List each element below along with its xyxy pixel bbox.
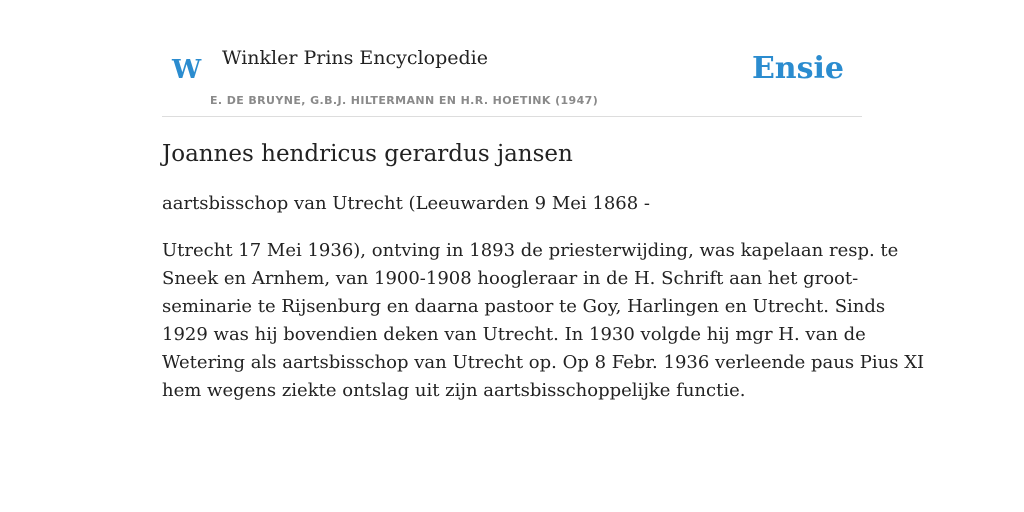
entry-lead: aartsbisschop van Utrecht (Leeuwarden 9 Mei 1868 -	[162, 193, 651, 214]
entry-body-line: 1929 was hij bovendien deken van Utrecht. In 1930 volgde hij mgr H. van de	[162, 324, 866, 345]
entry-content	[162, 138, 925, 405]
source-title-link[interactable]: Winkler Prins Encyclopedie	[222, 47, 488, 69]
entry-body-line: seminarie te Rijsenburg en daarna pastoor te Goy, Harlingen en Utrecht. Sinds	[162, 296, 886, 317]
entry-title: Joannes hendricus gerardus jansen	[162, 141, 573, 167]
winkler-prins-logo-icon[interactable]: W	[172, 55, 202, 85]
entry-body-line: Sneek en Arnhem, van 1900-1908 hoogleraar in de H. Schrift aan het groot-	[162, 268, 859, 289]
source-header	[162, 38, 862, 117]
entry-body	[162, 237, 925, 405]
ensie-brand-logo[interactable]: Ensie	[751, 51, 844, 86]
entry-body-line: Wetering als aartsbisschop van Utrecht op. Op 8 Febr. 1936 verleende paus Pius XI	[162, 352, 925, 373]
entry-body-line: hem wegens ziekte ontslag uit zijn aartsbisschoppelijke functie.	[162, 380, 746, 401]
source-authors: E. DE BRUYNE, G.B.J. HILTERMANN EN H.R. HOETINK (1947)	[210, 94, 599, 107]
entry-body-line: Utrecht 17 Mei 1936), ontving in 1893 de priesterwijding, was kapelaan resp. te	[162, 240, 899, 261]
